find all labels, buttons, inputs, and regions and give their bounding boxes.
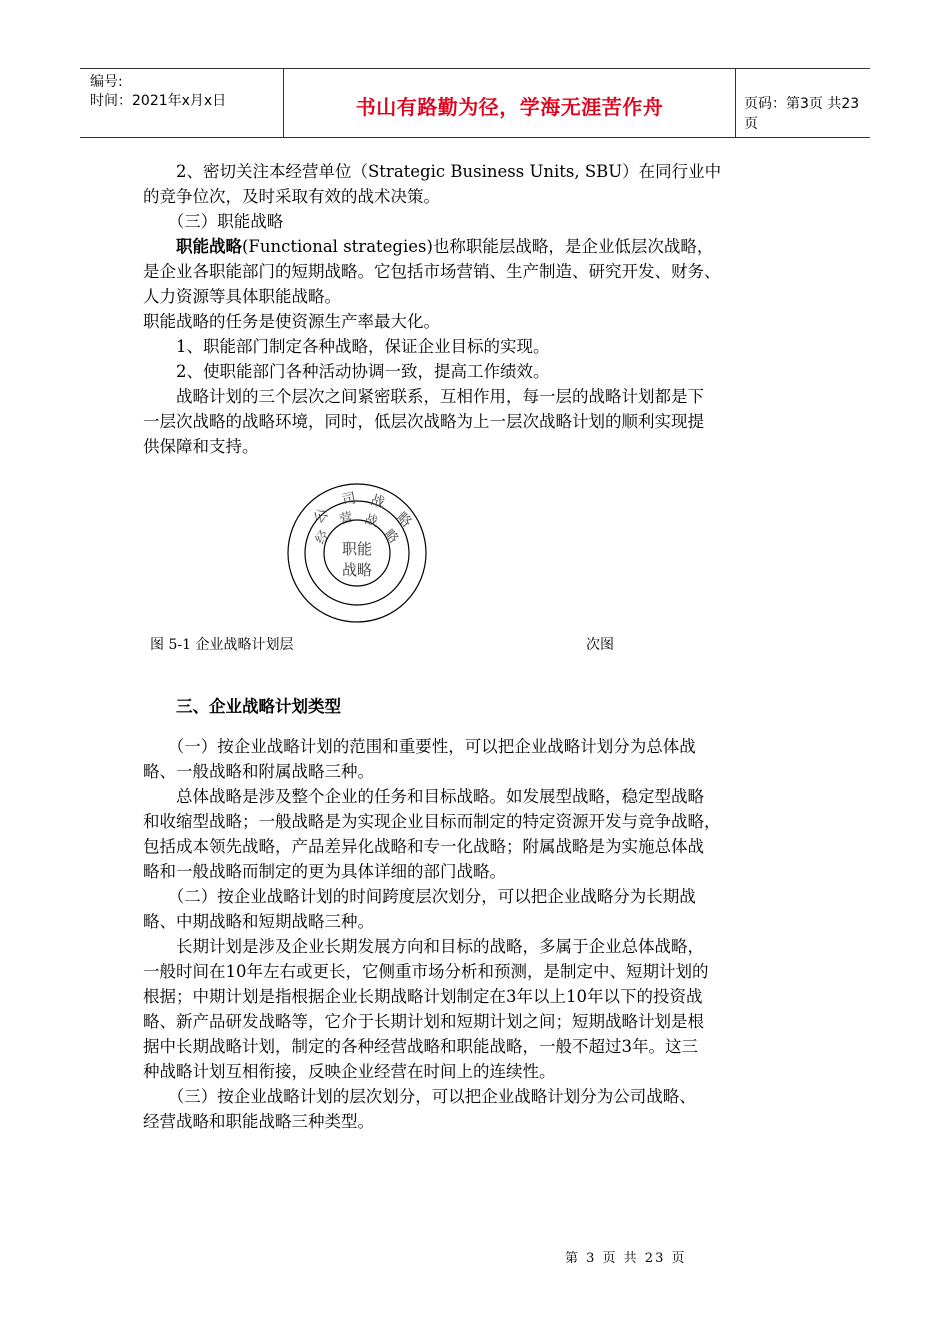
paragraph-line — [143, 234, 713, 259]
paragraph-line: 略和一般战略而制定的更为具体详细的部门战略。 — [143, 862, 506, 881]
paragraph-line: 是企业各职能部门的短期战略。它包括市场营销、生产制造、研究开发、财务、 — [143, 262, 721, 281]
paragraph-line: 略、新产品研发战略等，它介于长期计划和短期计划之间；短期战略计划是根 — [143, 1012, 704, 1031]
header-motto-cell — [283, 69, 736, 137]
paragraph-line: 经营战略和职能战略三种类型。 — [143, 1112, 374, 1131]
header-meta — [80, 69, 283, 137]
figure-caption: 图 5-1 企业战略计划层 — [150, 637, 294, 653]
page-info: 页码：第3页 共23页 — [744, 96, 860, 132]
paragraph-line: 2、密切关注本经营单位（Strategic Business Units, SBU）在同行业中 — [143, 162, 722, 181]
page-footer: 第 3 页 共 23 页 — [565, 1251, 687, 1266]
paragraph-line: 战略计划的三个层次之间紧密联系，互相作用，每一层的战略计划都是下 — [143, 387, 704, 406]
middle-ring-char: 营 — [338, 510, 355, 528]
paragraph-line: 人力资源等具体职能战略。 — [143, 287, 341, 306]
paragraph-line: 一层次战略的战略环境，同时，低层次战略为上一层次战略计划的顺利实现提 — [143, 412, 704, 431]
outer-ring-char: 公 — [310, 505, 332, 527]
paragraph-line: 职能战略的任务是使资源生产率最大化。 — [143, 312, 440, 331]
paragraph-line: 长期计划是涉及企业长期发展方向和目标的战略，多属于企业总体战略， — [143, 937, 704, 956]
middle-ring-char: 战 — [362, 512, 380, 531]
term-bold: 职能战略 — [143, 237, 242, 256]
paragraph-line: 据中长期战略计划，制定的各种经营战略和职能战略，一般不超过3年。这三 — [143, 1037, 698, 1056]
paragraph-line: 总体战略是涉及整个企业的任务和目标战略。如发展型战略，稳定型战略 — [143, 787, 704, 806]
outer-ring-char: 略 — [393, 509, 415, 531]
page-header — [80, 68, 870, 138]
paragraph-line: （二）按企业战略计划的时间跨度层次划分，可以把企业战略分为长期战 — [143, 887, 696, 906]
middle-ring-char: 经 — [312, 528, 333, 548]
paragraph-line: 1、职能部门制定各种战略，保证企业目标的实现。 — [143, 337, 550, 356]
outer-ring-char: 司 — [340, 490, 358, 509]
figure-caption-tail: 次图 — [586, 637, 614, 653]
paragraph-line: 和收缩型战略；一般战略是为实现企业目标而制定的特定资源开发与竞争战略， — [143, 812, 721, 831]
paragraph-line: （一）按企业战略计划的范围和重要性，可以把企业战略计划分为总体战 — [143, 737, 696, 756]
strategy-levels-diagram — [286, 482, 428, 624]
section-title: 三、企业战略计划类型 — [143, 697, 341, 716]
number-label: 编号: — [90, 74, 123, 90]
paragraph-line: （三）按企业战略计划的层次划分，可以把企业战略计划分为公司战略、 — [143, 1087, 696, 1106]
paragraph-line: 略、中期战略和短期战略三种。 — [143, 912, 374, 931]
outer-ring-char: 战 — [368, 492, 387, 512]
paragraph-line: 供保障和支持。 — [143, 437, 259, 456]
paragraph-line: 根据；中期计划是指根据企业长期战略计划制定在3年以上10年以下的投资战 — [143, 987, 703, 1006]
subsection-heading: （三）职能战略 — [143, 212, 284, 231]
inner-label-line2: 战略 — [341, 561, 373, 579]
paragraph-line: 的竞争位次，及时采取有效的战术决策。 — [143, 187, 440, 206]
inner-label-line1: 职能 — [341, 540, 373, 558]
paragraph-line: 包括成本领先战略，产品差异化战略和专一化战略；附属战略是为实施总体战 — [143, 837, 704, 856]
paragraph-line: 种战略计划互相衔接，反映企业经营在时间上的连续性。 — [143, 1062, 556, 1081]
paragraph-line: 2、使职能部门各种活动协调一致，提高工作绩效。 — [143, 362, 550, 381]
term-definition: (Functional strategies)也称职能层战略，是企业低层次战略， — [242, 237, 714, 256]
motto-text: 书山有路勤为径，学海无涯苦作舟 — [355, 95, 664, 119]
paragraph-line: 略、一般战略和附属战略三种。 — [143, 762, 374, 781]
middle-ring-char: 略 — [380, 526, 401, 547]
paragraph-line: 一般时间在10年左右或更长，它侧重市场分析和预测，是制定中、短期计划的 — [143, 962, 709, 981]
date-label: 时间：2021年x月x日 — [90, 93, 227, 109]
